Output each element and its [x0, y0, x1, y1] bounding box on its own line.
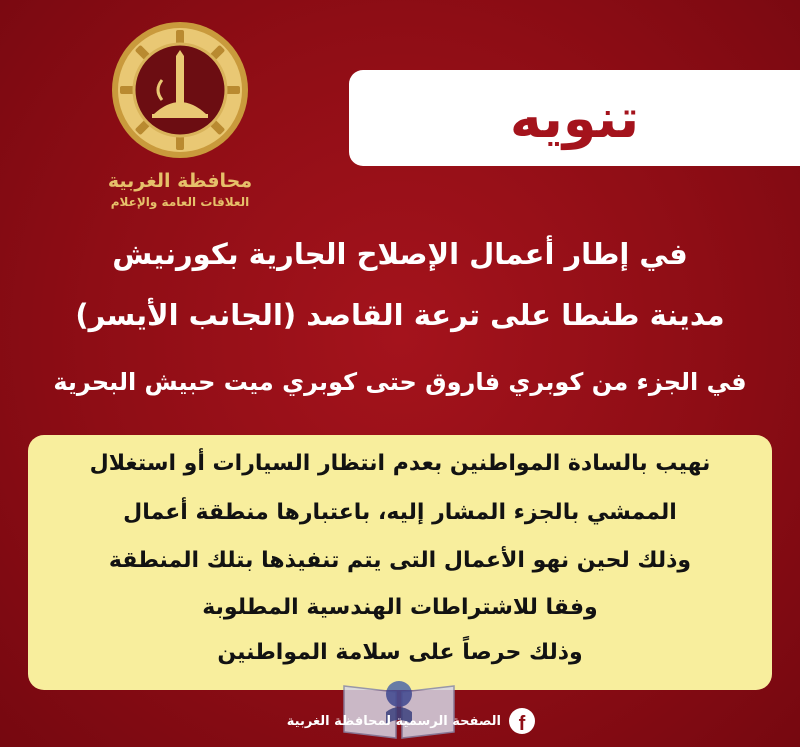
page-title: تنويه	[509, 86, 640, 150]
notice-box	[28, 435, 772, 690]
notice-line-3: وذلك لحين نهو الأعمال التى يتم تنفيذها بتلك المنطقة	[108, 548, 692, 573]
notice-line-5: وذلك حرصاً على سلامة المواطنين	[217, 640, 583, 665]
facebook-icon[interactable]: f	[509, 708, 535, 734]
footer	[255, 706, 535, 736]
lead-line-2: مدينة طنطا على ترعة القاصد (الجانب الأيسر)	[75, 298, 725, 332]
lead-line-3: في الجزء من كوبري فاروق حتى كوبري ميت حبيش البحرية	[53, 368, 747, 396]
governorate-emblem-icon	[110, 20, 250, 160]
facebook-page-label[interactable]: الصفحة الرسمية لمحافظة الغربية	[286, 713, 501, 729]
lead-line-1: في إطار أعمال الإصلاح الجارية بكورنيش	[112, 237, 688, 271]
org-subtitle: العلاقات العامة والإعلام	[110, 195, 250, 209]
org-name: محافظة الغربية	[107, 170, 253, 192]
notice-line-4: وفقا للاشتراطات الهندسية المطلوبة	[202, 595, 598, 620]
notice-line-2: الممشي بالجزء المشار إليه، باعتبارها منطقة أعمال	[123, 500, 677, 525]
governorate-logo	[95, 20, 265, 209]
notice-line-1: نهيب بالسادة المواطنين بعدم انتظار السيارات أو استغلال	[89, 451, 711, 476]
title-banner	[349, 70, 800, 166]
